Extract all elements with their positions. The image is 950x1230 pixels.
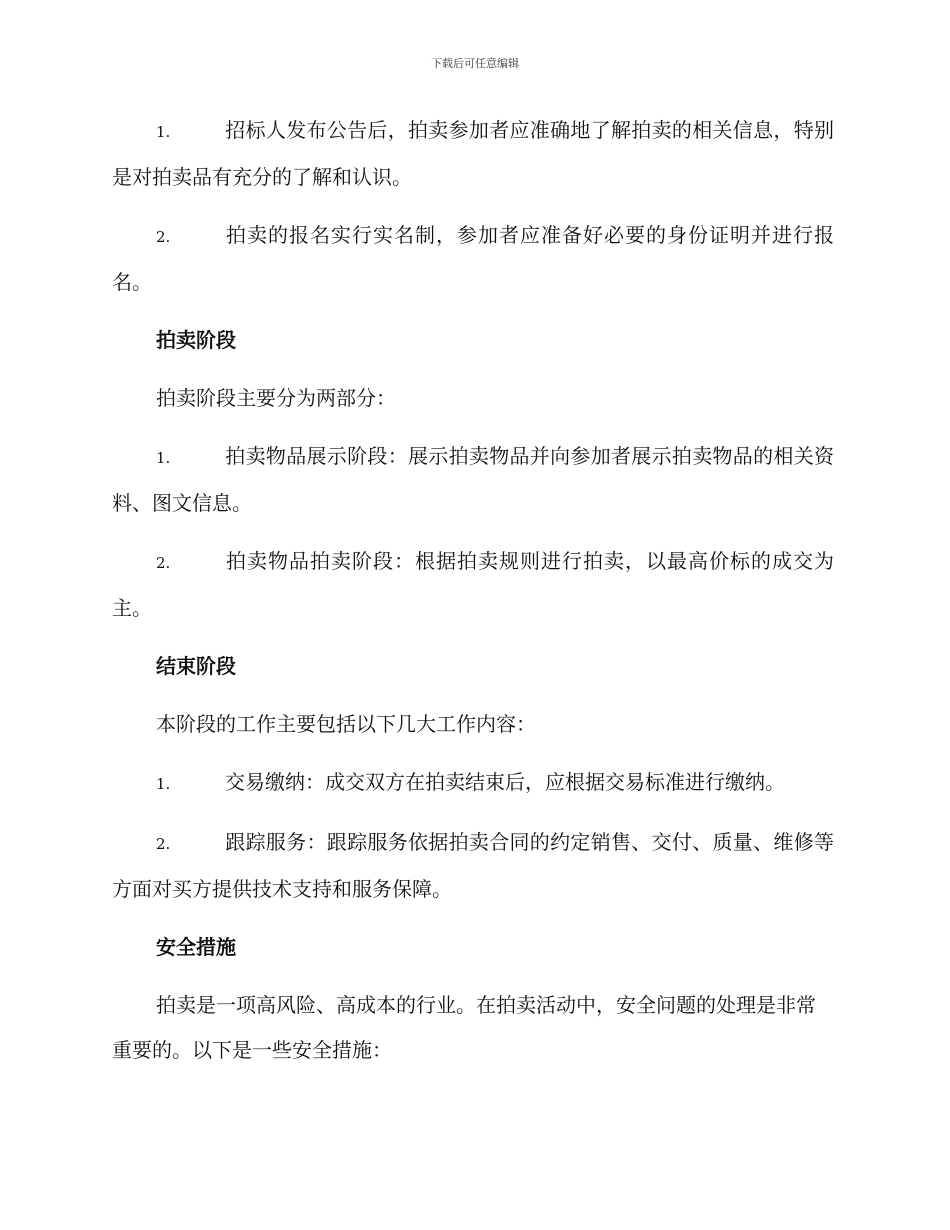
list-item-text: 交易缴纳：成交双方在拍卖结束后，应根据交易标准进行缴纳。: [225, 770, 785, 794]
list-item-text: 拍卖的报名实行实名制，参加者应准备好必要的身份证明并进行报名。: [112, 223, 834, 294]
list-item: [112, 434, 834, 526]
section-heading-safety: 安全措施: [156, 935, 236, 959]
list-item: [112, 108, 834, 200]
document-body: [112, 108, 834, 1086]
list-item-text: 跟踪服务：跟踪服务依据拍卖合同的约定销售、交付、质量、维修等方面对买方提供技术支持和服务保障。: [112, 830, 834, 901]
list-item-text: 拍卖物品展示阶段：展示拍卖物品并向参加者展示拍卖物品的相关资料、图文信息。: [112, 444, 834, 515]
list-item-text: 拍卖物品拍卖阶段：根据拍卖规则进行拍卖，以最高价标的成交为主。: [112, 549, 834, 620]
page-header: 下载后可任意编辑: [431, 57, 519, 70]
list-number: 2.: [156, 228, 171, 246]
list-number: 1.: [156, 123, 171, 141]
list-number: 1.: [156, 775, 171, 793]
list-item: [112, 213, 834, 305]
list-number: 2.: [156, 835, 171, 853]
list-item: [112, 539, 834, 631]
section-heading-auction: 拍卖阶段: [156, 328, 236, 352]
list-item-text: 招标人发布公告后，拍卖参加者应准确地了解拍卖的相关信息，特别是对拍卖品有充分的了解和认识。: [112, 118, 834, 189]
end-intro-paragraph: 本阶段的工作主要包括以下几大工作内容：: [156, 712, 536, 736]
auction-intro-paragraph: 拍卖阶段主要分为两部分：: [156, 386, 396, 410]
list-number: 2.: [156, 554, 171, 572]
list-item: [112, 760, 834, 807]
list-number: 1.: [156, 449, 171, 467]
list-item: [112, 820, 834, 912]
section-heading-end: 结束阶段: [156, 654, 236, 678]
safety-intro-paragraph: 拍卖是一项高风险、高成本的行业。在拍卖活动中，安全问题的处理是非常重要的。以下是一些安全措施：: [112, 993, 816, 1062]
